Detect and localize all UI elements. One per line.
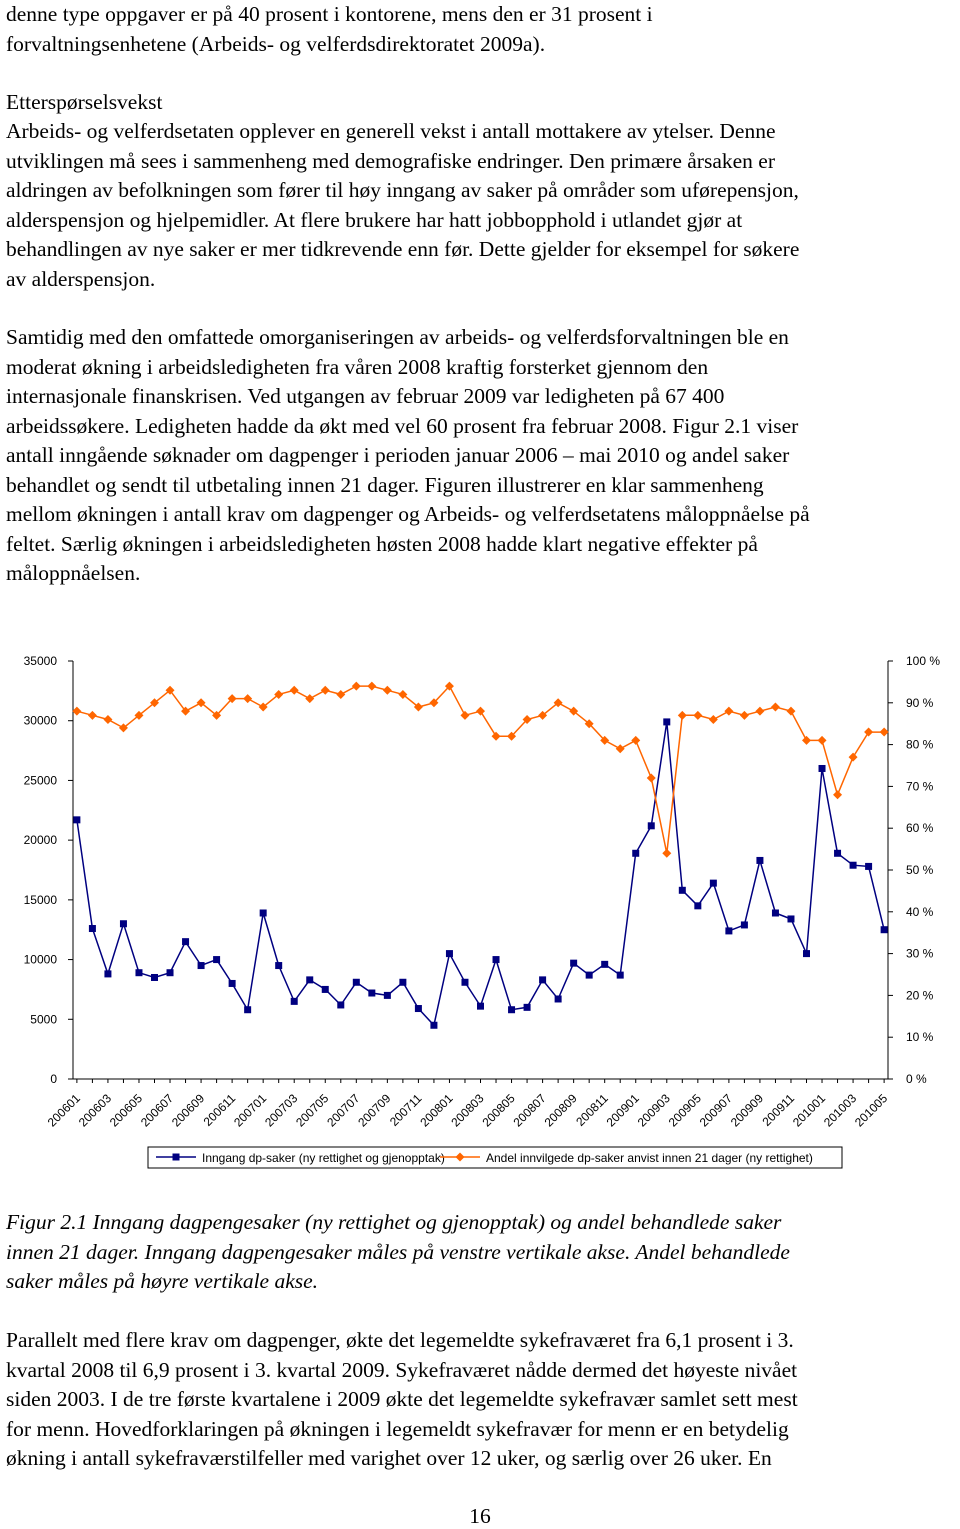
data-point-diamond (367, 682, 376, 691)
data-point-square (244, 1006, 251, 1013)
data-point-square (586, 972, 593, 979)
right-tick-label: 10 % (906, 1030, 934, 1045)
x-tick-label: 200707 (324, 1091, 363, 1130)
data-point-diamond (492, 732, 501, 741)
data-point-square (710, 880, 717, 887)
text-line: Arbeids- og velferdsetaten opplever en generell vekst i antall mottakere av ytelser. Denne (6, 119, 776, 143)
x-tick-label: 200705 (293, 1091, 332, 1130)
data-point-diamond (709, 715, 718, 724)
left-tick-label: 35000 (23, 654, 57, 668)
data-point-diamond (849, 753, 858, 762)
data-point-square (663, 718, 670, 725)
data-point-square (648, 822, 655, 829)
data-point-diamond (678, 711, 687, 720)
text-line: utviklingen må sees i sammenheng med demografiske endringer. Den primære årsaken er (6, 148, 775, 173)
data-point-square (679, 887, 686, 894)
paragraph-unemployment (6, 323, 956, 589)
data-point-square (601, 961, 608, 968)
left-tick-label: 0 (50, 1072, 57, 1086)
text-line: økning i antall sykefraværstilfeller med varighet over 12 uker, og særlig over 26 uker. En (6, 1446, 772, 1470)
x-tick-label: 201005 (852, 1091, 891, 1130)
data-point-square (555, 995, 562, 1002)
paragraph-demand (6, 117, 956, 294)
data-point-square (291, 998, 298, 1005)
data-point-square (819, 765, 826, 772)
data-point-diamond (724, 707, 733, 716)
data-point-diamond (305, 694, 314, 703)
data-point-square (182, 938, 189, 945)
data-point-square (275, 962, 282, 969)
data-point-square (260, 909, 267, 916)
data-point-square (570, 960, 577, 967)
data-point-diamond (771, 702, 780, 711)
x-tick-label: 200703 (262, 1091, 301, 1130)
series-line (77, 722, 884, 1025)
x-tick-label: 200901 (603, 1091, 642, 1130)
data-point-diamond (352, 682, 361, 691)
data-point-diamond (880, 728, 889, 737)
data-point-diamond (383, 686, 392, 695)
data-point-diamond (460, 711, 469, 720)
chart-axes (24, 654, 941, 1129)
data-point-diamond (647, 774, 656, 783)
caption-line: innen 21 dager. Inngang dagpengesaker måles på venstre vertikale akse. Andel behandlede (6, 1239, 790, 1264)
dagpenger-chart (0, 630, 960, 1180)
data-point-square (104, 970, 111, 977)
x-tick-label: 200907 (696, 1091, 736, 1130)
legend-label-2: Andel innvilgede dp-saker anvist innen 21 dager (ny rettighet) (486, 1151, 813, 1165)
x-tick-label: 200809 (541, 1091, 580, 1130)
data-point-square (881, 926, 888, 933)
data-point-square (694, 902, 701, 909)
legend-marker-square (173, 1154, 180, 1161)
data-point-diamond (243, 694, 252, 703)
data-point-square (865, 863, 872, 870)
data-point-square (493, 956, 500, 963)
data-point-diamond (321, 686, 330, 695)
paragraph-sick-leave (6, 1326, 956, 1474)
x-tick-label: 200711 (386, 1091, 425, 1129)
text-line: feltet. Særlig økningen i arbeidsledigheten høsten 2008 hadde klart negative effekter på (6, 531, 758, 556)
data-point-diamond (802, 736, 811, 745)
left-tick-label: 25000 (23, 773, 57, 788)
left-tick-label: 5000 (30, 1012, 57, 1027)
data-point-square (803, 950, 810, 957)
data-point-square (353, 979, 360, 986)
x-tick-label: 200811 (573, 1091, 611, 1129)
data-point-diamond (616, 744, 625, 753)
text-line: siden 2003. I de tre første kvartalene i 2009 økte det legemeldte sykefravær samlet sett mest (6, 1387, 798, 1411)
legend-marker-diamond (456, 1153, 465, 1162)
text-line: moderat økning i arbeidsledigheten fra våren 2008 kraftig forsterket gjennom den (6, 354, 709, 379)
data-point-diamond (786, 707, 795, 716)
text-line: internasjonale finanskrisen. Ved utgangen av februar 2009 var ledigheten på 67 400 (6, 384, 725, 408)
legend-label-1: Inngang dp-saker (ny rettighet og gjenopptak) (202, 1151, 445, 1165)
section-heading-text: Etterspørselsvekst (6, 90, 163, 114)
right-tick-label: 60 % (906, 821, 934, 836)
data-point-diamond (290, 686, 299, 695)
data-point-diamond (336, 690, 345, 699)
right-tick-label: 50 % (906, 863, 934, 877)
data-point-diamond (740, 711, 749, 720)
data-point-square (135, 969, 142, 976)
data-point-square (151, 974, 158, 981)
x-tick-label: 200903 (634, 1091, 673, 1130)
data-point-square (322, 986, 329, 993)
data-point-square (772, 909, 779, 916)
data-point-diamond (88, 711, 97, 720)
left-tick-label: 30000 (23, 713, 57, 728)
right-tick-label: 20 % (906, 988, 934, 1003)
right-tick-label: 80 % (906, 737, 934, 752)
right-tick-label: 0 % (906, 1072, 927, 1086)
text-line: antall inngående søknader om dagpenger i perioden januar 2006 – mai 2010 og andel saker (6, 443, 790, 467)
data-point-square (477, 1003, 484, 1010)
data-point-diamond (818, 736, 827, 745)
data-point-square (850, 862, 857, 869)
data-point-square (508, 1006, 515, 1013)
data-point-diamond (103, 715, 112, 724)
x-tick-label: 200605 (106, 1091, 146, 1130)
page-number: 16 (469, 1504, 491, 1528)
x-tick-label: 200911 (759, 1091, 798, 1129)
data-point-diamond (755, 707, 764, 716)
x-tick-label: 200607 (137, 1091, 177, 1130)
data-point-square (368, 990, 375, 997)
data-point-square (306, 976, 313, 983)
data-point-diamond (864, 728, 873, 737)
data-point-square (337, 1001, 344, 1008)
data-point-square (430, 1022, 437, 1029)
text-line: av alderspensjon. (6, 266, 156, 291)
text-line: Samtidig med den omfattede omorganiseringen av arbeids- og velferdsforvaltningen ble en (6, 325, 789, 349)
data-point-square (461, 979, 468, 986)
section-heading (6, 88, 956, 118)
data-point-square (617, 972, 624, 979)
right-tick-label: 90 % (906, 695, 934, 710)
data-point-square (384, 992, 391, 999)
data-point-square (741, 921, 748, 928)
data-point-square (415, 1005, 422, 1012)
text-line: kvartal 2008 til 6,9 prosent i 3. kvartal 2009. Sykefraværet nådde dermed det høyeste nivået (6, 1357, 798, 1382)
x-tick-label: 200909 (727, 1091, 767, 1130)
data-point-square (539, 976, 546, 983)
caption-line: Figur 2.1 Inngang dagpengesaker (ny rettighet og gjenopptak) og andel behandlede saker (6, 1210, 782, 1234)
data-point-square (213, 956, 220, 963)
data-point-square (399, 979, 406, 986)
right-tick-label: 100 % (906, 654, 941, 668)
x-tick-label: 200905 (665, 1091, 704, 1130)
data-point-diamond (72, 707, 81, 716)
x-tick-label: 201003 (820, 1091, 860, 1130)
x-tick-label: 200601 (44, 1091, 84, 1130)
text-line: aldringen av befolkningen som fører til høy inngang av saker på områder som uførepensjon, (6, 178, 799, 202)
text-line: behandlet og sendt til utbetaling innen 21 dager. Figuren illustrerer en klar sammenheng (6, 472, 764, 497)
x-tick-label: 200603 (75, 1091, 115, 1130)
left-tick-label: 15000 (23, 892, 57, 907)
x-tick-label: 201001 (789, 1091, 829, 1130)
data-point-diamond (476, 707, 485, 716)
intro-paragraph (6, 0, 956, 59)
x-tick-label: 200709 (355, 1091, 394, 1130)
data-point-diamond (662, 849, 671, 858)
data-point-square (198, 962, 205, 969)
right-tick-label: 40 % (906, 904, 934, 919)
x-tick-label: 200701 (231, 1091, 270, 1130)
data-point-square (524, 1004, 531, 1011)
data-point-square (229, 980, 236, 987)
right-tick-label: 70 % (906, 779, 934, 794)
x-tick-label: 200611 (200, 1091, 239, 1129)
data-point-diamond (833, 790, 842, 799)
text-line: arbeidssøkere. Ledigheten hadde da økt med vel 60 prosent fra februar 2008. Figur 2.1 viser (6, 413, 799, 438)
data-point-square (120, 920, 127, 927)
data-point-diamond (631, 736, 640, 745)
left-tick-label: 10000 (23, 952, 57, 967)
figure-caption (6, 1208, 956, 1297)
text-line: behandlingen av nye saker er mer tidkrevende enn før. Dette gjelder for eksempel for søkere (6, 237, 800, 261)
x-tick-label: 200807 (510, 1091, 549, 1130)
data-point-square (446, 950, 453, 957)
left-tick-label: 20000 (23, 833, 57, 848)
text-line: for menn. Hovedforklaringen på økningen i legemeldt sykefravær for menn er en betydelig (6, 1416, 789, 1441)
x-tick-label: 200609 (168, 1091, 208, 1130)
data-point-square (632, 850, 639, 857)
x-tick-label: 200803 (448, 1091, 487, 1130)
text-line: Parallelt med flere krav om dagpenger, økte det legemeldte sykefraværet fra 6,1 prosent i 3. (6, 1328, 794, 1352)
text-line: måloppnåelsen. (6, 561, 141, 585)
x-tick-label: 200801 (417, 1091, 456, 1130)
text-line: forvaltningsenhetene (Arbeids- og velferdsdirektoratet 2009a). (6, 31, 546, 56)
text-line: mellom økningen i antall krav om dagpenger og Arbeids- og velferdsetatens måloppnåelse på (6, 502, 810, 526)
data-point-square (787, 915, 794, 922)
data-point-square (89, 925, 96, 932)
caption-line: saker måles på høyre vertikale akse. (6, 1269, 319, 1293)
text-line: alderspensjon og hjelpemidler. At flere brukere har hatt jobbopphold i utlandet gjør at (6, 207, 743, 232)
chart-series (72, 682, 888, 1029)
data-point-diamond (693, 711, 702, 720)
data-point-square (834, 850, 841, 857)
x-tick-label: 200805 (479, 1091, 518, 1130)
right-tick-label: 30 % (906, 946, 934, 961)
data-point-square (725, 927, 732, 934)
data-point-square (73, 816, 80, 823)
text-line: denne type oppgaver er på 40 prosent i kontorene, mens den er 31 prosent i (6, 2, 653, 26)
chart-legend (148, 1147, 842, 1168)
data-point-square (756, 857, 763, 864)
data-point-square (167, 969, 174, 976)
